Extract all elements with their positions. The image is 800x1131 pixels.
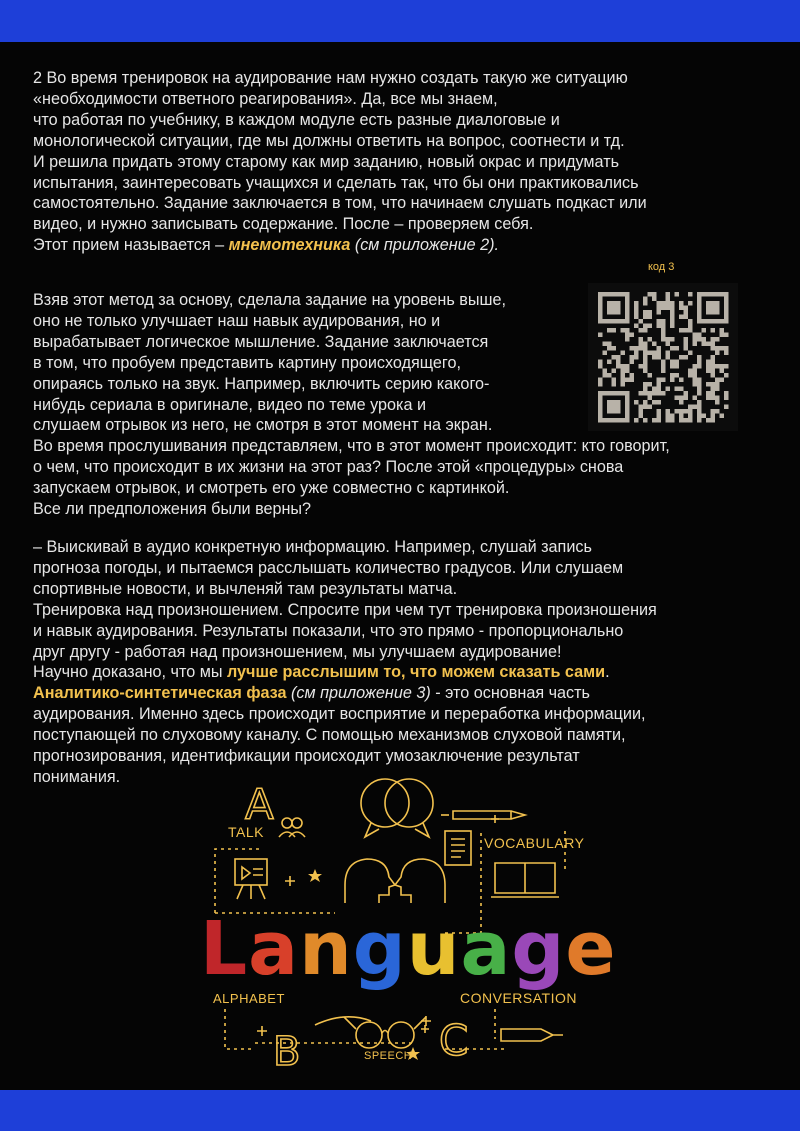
text-fragment: . — [605, 663, 610, 682]
bottom-blue-bar — [0, 1090, 800, 1131]
text-line-proven — [33, 662, 657, 683]
top-blue-bar — [0, 0, 800, 42]
speech-bubbles-icon — [361, 779, 433, 837]
text-line: и навык аудирования. Результаты показали, что это прямо - пропорционально — [33, 621, 624, 640]
paragraph-specific-info — [33, 537, 657, 788]
word-letter: a — [248, 906, 300, 992]
glasses-icon — [344, 1017, 426, 1048]
presentation-board-icon — [235, 859, 267, 899]
text-line: 2 Во время тренировок на аудирование нам нужно создать такую же ситуацию — [33, 69, 628, 87]
highlight-mnemonics: мнемотехника — [228, 236, 351, 255]
letter-c: C — [439, 1016, 469, 1065]
highlight-phase: Аналитико-синтетическая фаза — [33, 684, 287, 703]
text-line: друг другу - работая над произношением, мы улучшаем аудирование! — [33, 642, 562, 661]
language-word — [200, 906, 617, 992]
word-letter: L — [200, 906, 249, 992]
text-fragment: - это основная часть — [430, 684, 590, 703]
text-line: прогнозирования, идентификации происходит умозаключение результат — [33, 747, 580, 766]
text-line: испытания, заинтересовать учащихся и сделать так, что бы они практиковались — [33, 173, 639, 192]
open-book-icon — [491, 863, 559, 897]
text-line: оно не только улучшает наш навык аудирования, но и — [33, 311, 441, 330]
label-talk: TALK — [228, 824, 264, 840]
label-speech: SPEECH — [364, 1050, 413, 1062]
word-letter: g — [352, 906, 407, 992]
word-letter: a — [460, 906, 512, 992]
text-line: Тренировка над произношением. Спросите при чем тут тренировка произношения — [33, 600, 657, 619]
text-line: слушаем отрывок из него, не смотря в этот момент на экран. — [33, 416, 493, 435]
text-line: самостоятельно. Задание заключается в том, что начинаем слушать подкаст или — [33, 194, 647, 213]
highlight-proven: лучше расслышим то, что можем сказать сами — [226, 663, 606, 682]
paragraph-listening-situation — [33, 68, 647, 256]
label-vocabulary: VOCABULARY — [484, 835, 585, 851]
text-line: прогноза погоды, и пытаемся расслышать количество градусов. Или слушаем — [33, 558, 624, 577]
qr-code-label: код 3 — [648, 261, 675, 273]
text-line: монологической ситуации, где мы должны ответить на вопрос, соотнести и тд. — [33, 131, 625, 150]
text-line: спортивные новости, и вычленяй там результаты матча. — [33, 579, 458, 598]
label-conversation: CONVERSATION — [460, 990, 577, 1006]
text-line-method — [33, 235, 647, 256]
text-line: что работая по учебнику, в каждом модуле есть разные диалоговые и — [33, 110, 560, 129]
text-line: понимания. — [33, 767, 121, 786]
document-icon — [445, 831, 471, 865]
text-line: вырабатывает логическое мышление. Задание заключается — [33, 332, 489, 351]
text-line: запускаем отрывок, и смотреть его уже совместно с картинкой. — [33, 479, 510, 498]
text-line: поступающей по слуховому каналу. С помощью механизмов слуховой памяти, — [33, 726, 626, 745]
heads-facing-icon — [345, 859, 445, 903]
text-fragment: Этот прием называется – — [33, 236, 229, 255]
text-line: аудирования. Именно здесь происходит восприятие и переработка информации, — [33, 705, 646, 724]
text-line: И решила придать этому старому как мир заданию, новый окрас и придумать — [33, 152, 620, 171]
label-alphabet: ALPHABET — [213, 991, 285, 1006]
text-line: «необходимости ответного реагирования». Да, все мы знаем, — [33, 89, 498, 108]
paragraph-imagination-task — [33, 290, 670, 520]
text-line: нибудь сериала в оригинале, видео по теме урока и — [33, 395, 427, 414]
letter-a: A — [245, 780, 274, 829]
word-letter: n — [299, 906, 353, 992]
people-icon — [279, 818, 305, 837]
text-line: в том, что пробуем представить картину происходящего, — [33, 353, 461, 372]
text-line: видео, и нужно записывать содержание. После – проверяем себя. — [33, 215, 534, 234]
word-letter: g — [511, 906, 566, 992]
appendix-reference: (см приложение 3) — [286, 684, 431, 703]
text-line: Все ли предположения были верны? — [33, 500, 312, 519]
appendix-reference: (см приложение 2). — [350, 236, 500, 255]
text-fragment: Научно доказано, что мы — [33, 663, 227, 682]
text-line: Во время прослушивания представляем, что в этот момент происходит: кто говорит, — [33, 437, 670, 456]
text-line-phase — [33, 683, 657, 704]
text-line: Взяв этот метод за основу, сделала задание на уровень выше, — [33, 291, 506, 309]
word-letter: e — [565, 906, 617, 992]
text-line: – Выискивай в аудио конкретную информацию. Например, слушай запись — [33, 538, 592, 556]
word-letter: u — [406, 906, 461, 992]
text-line: опираясь только на звук. Например, включить серию какого- — [33, 374, 490, 393]
pencil-icon — [441, 811, 525, 819]
text-line: о чем, что происходит в их жизни на этот раз? После этой «процедуры» снова — [33, 458, 624, 477]
letter-b: B — [273, 1029, 301, 1073]
fountain-pen-icon — [501, 1029, 563, 1041]
